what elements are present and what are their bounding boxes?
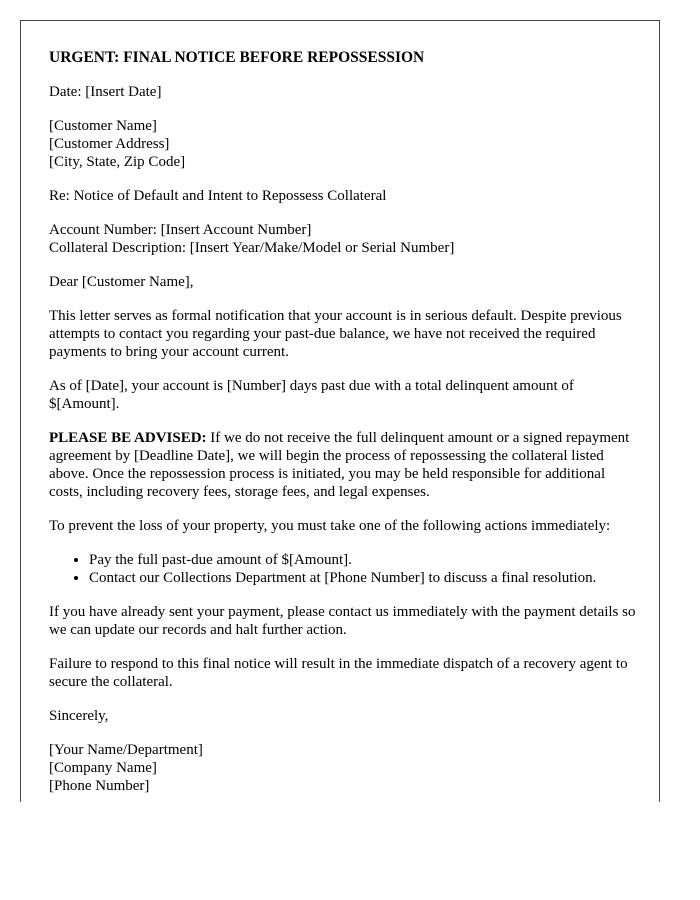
letter-body (49, 49, 639, 795)
letter-page (20, 20, 660, 802)
list-item: • Pay the full past-due amount of $[Amount]. (89, 551, 639, 569)
paragraph-actions-intro: To prevent the loss of your property, you must take one of the following actions immediately: (49, 518, 611, 534)
signature-company: [Company Name] (49, 760, 157, 776)
paragraph-already-paid: If you have already sent your payment, please contact us immediately with the payment details so we can update our records and halt further action. (49, 604, 636, 638)
paragraph-past-due: As of [Date], your account is [Number] days past due with a total delinquent amount of $[Amount]. (49, 378, 574, 412)
list-item: • Contact our Collections Department at [Phone Number] to discuss a final resolution. (89, 569, 639, 587)
date-line: Date: [Insert Date] (49, 84, 162, 100)
collateral-description: Collateral Description: [Insert Year/Make/Model or Serial Number] (49, 240, 455, 256)
paragraph-failure: Failure to respond to this final notice will result in the immediate dispatch of a recovery agent to secure the collateral. (49, 656, 628, 690)
closing: Sincerely, (49, 708, 109, 724)
advised-label: PLEASE BE ADVISED: (49, 430, 207, 446)
recipient-name: [Customer Name] (49, 118, 157, 134)
signature-phone: [Phone Number] (49, 778, 150, 794)
letter-title: URGENT: FINAL NOTICE BEFORE REPOSSESSION (49, 49, 425, 66)
signature-name: [Your Name/Department] (49, 742, 203, 758)
re-line: Re: Notice of Default and Intent to Repossess Collateral (49, 188, 387, 204)
account-number: Account Number: [Insert Account Number] (49, 222, 312, 238)
salutation: Dear [Customer Name], (49, 274, 194, 290)
signature-block (49, 741, 639, 795)
recipient-address (49, 117, 639, 171)
advised-text: If we do not receive the full delinquent amount or a signed repayment agreement by [Deadline Date], we will begin the process of repossessing the collateral listed above. Once the repossession process is initiated, you may be held responsible for additional costs, including recovery fees, storage fees, and legal expenses. (49, 430, 630, 500)
recipient-city: [City, State, Zip Code] (49, 154, 186, 170)
paragraph-advised (49, 429, 639, 501)
actions-list (49, 551, 639, 587)
account-details (49, 221, 639, 257)
recipient-street: [Customer Address] (49, 136, 170, 152)
paragraph-default: This letter serves as formal notification that your account is in serious default. Despite previous attempts to contact you regarding your past-due balance, we have not received the required payments to bring your account current. (49, 308, 622, 360)
